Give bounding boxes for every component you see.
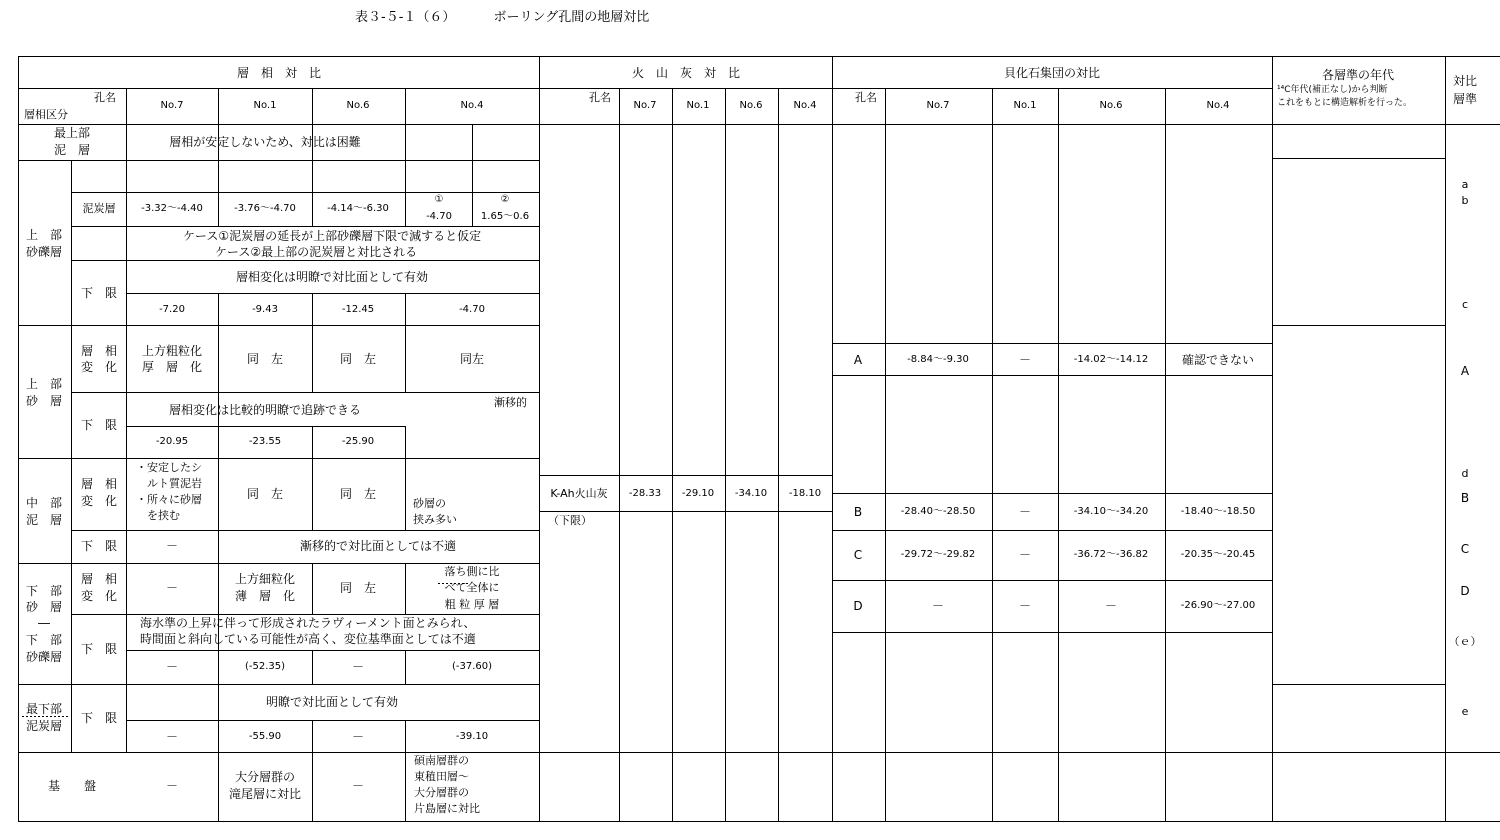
ls-change-no7: － [165,581,179,595]
ug-no6: -12.45 [341,304,375,315]
sub-facies-change-mm-2: 変 化 [80,494,118,508]
base-no4-2: 東稙田層～ [414,770,469,783]
volcanic-header: 火 山 灰 対 比 [631,66,741,80]
peat-no6: -4.14～-6.30 [327,203,389,214]
peat-no1: -3.76～-4.70 [234,203,296,214]
us-change-no7-2: 厚 層 化 [141,360,203,374]
shell-id: A [853,353,863,367]
mm-change-no7-3: ・所々に砂層 [136,493,202,506]
horizon-C: C [1460,542,1470,556]
compare-header-2: 層準 [1452,92,1478,106]
shell-no7: － [931,599,945,613]
shell-hole-name: 孔名 [855,91,877,104]
shell-no6: -14.02～-14.12 [1073,354,1149,365]
ug-no1: -9.43 [252,304,278,315]
col-no7: No.7 [160,100,184,111]
horizon-A: A [1460,364,1470,378]
base-no1-1: 大分層群の [234,770,296,784]
shell-no1: － [1018,353,1032,367]
shell-no7: -29.72～-29.82 [900,549,976,560]
unit-bottom-mud-2: 泥炭層 [25,719,63,733]
unit-lower-3: ― [38,616,50,630]
base-no1-2: 滝尾層に対比 [228,787,302,801]
horizon-d: d [1461,467,1469,480]
bm-no6: － [351,730,365,744]
ls-no7: － [165,660,179,674]
col-no1: No.1 [253,100,277,111]
ls-limit-note-2: 時間面と斜向している可能性が高く、変位基準面としては不適 [140,632,476,646]
horizon-c: c [1461,298,1469,311]
bm-note: 明瞭で対比面として有効 [265,695,399,709]
peat-no4-case1-mark: ① [434,194,444,205]
horizon-b: b [1461,194,1469,207]
horizon-D: D [1460,584,1470,598]
us-limit-note: 層相変化は比較的明瞭で追跡できる [168,403,362,417]
volcanic-col-no6: No.6 [739,100,763,111]
base-no6: － [351,779,365,793]
sub-lower-limit-ls: 下 限 [80,642,118,656]
volcanic-col-no4: No.4 [793,100,817,111]
shell-no4: -18.40～-18.50 [1180,506,1256,517]
bm-no7: － [165,730,179,744]
horizon-a: a [1461,178,1469,191]
base-no4-1: 碩南層群の [414,754,469,767]
shell-no1: － [1018,599,1032,613]
unit-lower-5: 砂礫層 [25,650,63,664]
base-no7: － [165,779,179,793]
us-change-no1: 同 左 [246,352,284,366]
horizon-e-paren: （ｅ） [1448,635,1482,648]
sub-lower-limit-bm: 下 限 [80,711,118,725]
volcanic-no1: -29.10 [681,488,715,499]
peat-no4-case1: -4.70 [426,211,452,222]
unit-upper-gravel-1: 上 部 [25,228,63,242]
shell-id: D [853,599,863,613]
unit-middle-mud-1: 中 部 [25,496,63,510]
volcanic-sub: （下限） [548,514,592,527]
peat-no4-case2: 1.65～0.6 [480,211,530,222]
shell-no7: -28.40～-28.50 [900,506,976,517]
col-no4: No.4 [460,100,484,111]
unit-lower-1: 下 部 [25,584,63,598]
unit-lower-4: 下 部 [25,633,63,647]
caption-number: 表３-５-１（６） [355,10,456,25]
us-change-no7-1: 上方粗粒化 [141,344,203,358]
ug-no7: -7.20 [159,304,185,315]
sub-peat: 泥炭層 [82,202,116,215]
ls-change-no4-1: 落ち側に比 [444,565,500,578]
unit-top-mud-2: 泥 層 [53,143,91,157]
age-header: 各層準の年代 [1321,68,1395,82]
unit-middle-mud-2: 泥 層 [25,513,63,527]
shell-id: C [853,548,863,562]
us-change-no6: 同 左 [339,352,377,366]
volcanic-col-no7: No.7 [633,100,657,111]
case-note-1: ケース①泥炭層の延長が上部砂礫層下限で減すると仮定 [182,229,482,243]
mm-no4-1: 砂層の [413,497,446,510]
shell-no6: -36.72～-36.82 [1073,549,1149,560]
facies-header: 層 相 対 比 [236,66,322,80]
shell-col-no1: No.1 [1013,100,1037,111]
shell-no4: -26.90～-27.00 [1180,600,1256,611]
horizon-e: e [1461,705,1469,718]
mm-change-no1: 同 左 [246,487,284,501]
sub-lower-limit-ug: 下 限 [80,286,118,300]
volcanic-no4: -18.10 [788,488,822,499]
peat-no4-case2-mark: ② [500,194,510,205]
shell-no1: － [1018,505,1032,519]
base-no4-4: 片島層に対比 [414,802,480,815]
age-note-2: これをもとに構造解析を行った。 [1277,98,1413,108]
mm-change-no7-4: を挟む [136,509,180,522]
compare-header-1: 対比 [1452,74,1478,88]
shell-no7: -8.84～-9.30 [907,354,969,365]
ug-limit-note: 層相変化は明瞭で対比面として有効 [235,270,429,284]
unit-upper-sand-1: 上 部 [25,377,63,391]
caption-title: ボーリング孔間の地層対比 [493,10,650,25]
unit-bottom-mud-1: 最下部 [25,702,63,716]
volcanic-name: K-Ah火山灰 [550,487,608,500]
sub-facies-change-us-1: 層 相 [80,344,118,358]
ug-no4: -4.70 [459,304,485,315]
ls-limit-note-1: 海水準の上昇に伴って形成されたラヴィーメント面とみられ、 [140,616,476,630]
shell-col-no7: No.7 [926,100,950,111]
unit-upper-gravel-2: 砂礫層 [25,245,63,259]
volcanic-no7: -28.33 [628,488,662,499]
col-no6: No.6 [346,100,370,111]
ls-change-no4-3: 粗 粒 厚 層 [444,598,500,611]
shell-no6: -34.10～-34.20 [1073,506,1149,517]
mm-change-no7-1: ・安定したシ [136,461,202,474]
us-change-no4: 同左 [459,352,485,366]
shell-no6: － [1104,599,1118,613]
shell-col-no4: No.4 [1206,100,1230,111]
shell-no4: 確認できない [1181,353,1255,367]
facies-class-label: 層相区分 [24,108,68,121]
bm-no4: -39.10 [455,731,489,742]
unit-top-mud-1: 最上部 [53,126,91,140]
unit-lower-2: 砂 層 [25,600,63,614]
shell-no4: -20.35～-20.45 [1180,549,1256,560]
ls-change-no6: 同 左 [339,581,377,595]
us-no1: -23.55 [248,436,282,447]
hole-name-label: 孔名 [94,91,116,104]
shell-no1: － [1018,548,1032,562]
age-note-1: ¹⁴C年代(補正なし)から判断 [1277,85,1388,95]
volcanic-col-no1: No.1 [686,100,710,111]
mm-no4-2: 挟み多い [413,513,457,526]
case-note-2: ケース②最上部の泥炭層と対比される [214,245,418,259]
unit-upper-sand-2: 砂 層 [25,394,63,408]
volcanic-hole-name: 孔名 [589,91,611,104]
sub-facies-change-ls-2: 変 化 [80,589,118,603]
shell-col-no6: No.6 [1099,100,1123,111]
sub-facies-change-mm-1: 層 相 [80,477,118,491]
ls-change-no4-2: べて全体に [444,581,500,594]
peat-no7: -3.32～-4.40 [141,203,203,214]
ls-no1: (-52.35) [244,661,286,672]
sub-lower-limit-us: 下 限 [80,418,118,432]
sub-lower-limit-mm: 下 限 [80,539,118,553]
ls-no4: (-37.60) [451,661,493,672]
ls-change-no1-1: 上方細粒化 [234,572,296,586]
us-no4-gradual: 漸移的 [494,396,527,409]
top-mud-note: 層相が安定しないため、対比は困難 [169,135,361,149]
volcanic-no6: -34.10 [734,488,768,499]
mm-limit-note: 漸移的で対比面としては不適 [299,539,457,553]
shell-id: B [853,505,863,519]
mm-change-no7-2: ルト質泥岩 [136,477,202,490]
bm-no1: -55.90 [248,731,282,742]
unit-basement: 基 盤 [47,779,97,793]
shell-header: 貝化石集団の対比 [1003,66,1101,80]
base-no4-3: 大分層群の [414,786,469,799]
sub-facies-change-us-2: 変 化 [80,360,118,374]
horizon-B: B [1460,491,1470,505]
us-no6: -25.90 [341,436,375,447]
sub-facies-change-ls-1: 層 相 [80,572,118,586]
ls-change-no1-2: 薄 層 化 [234,589,296,603]
mm-change-no6: 同 左 [339,487,377,501]
mm-limit-no7: － [165,539,179,553]
us-no7: -20.95 [155,436,189,447]
ls-no6: － [351,660,365,674]
